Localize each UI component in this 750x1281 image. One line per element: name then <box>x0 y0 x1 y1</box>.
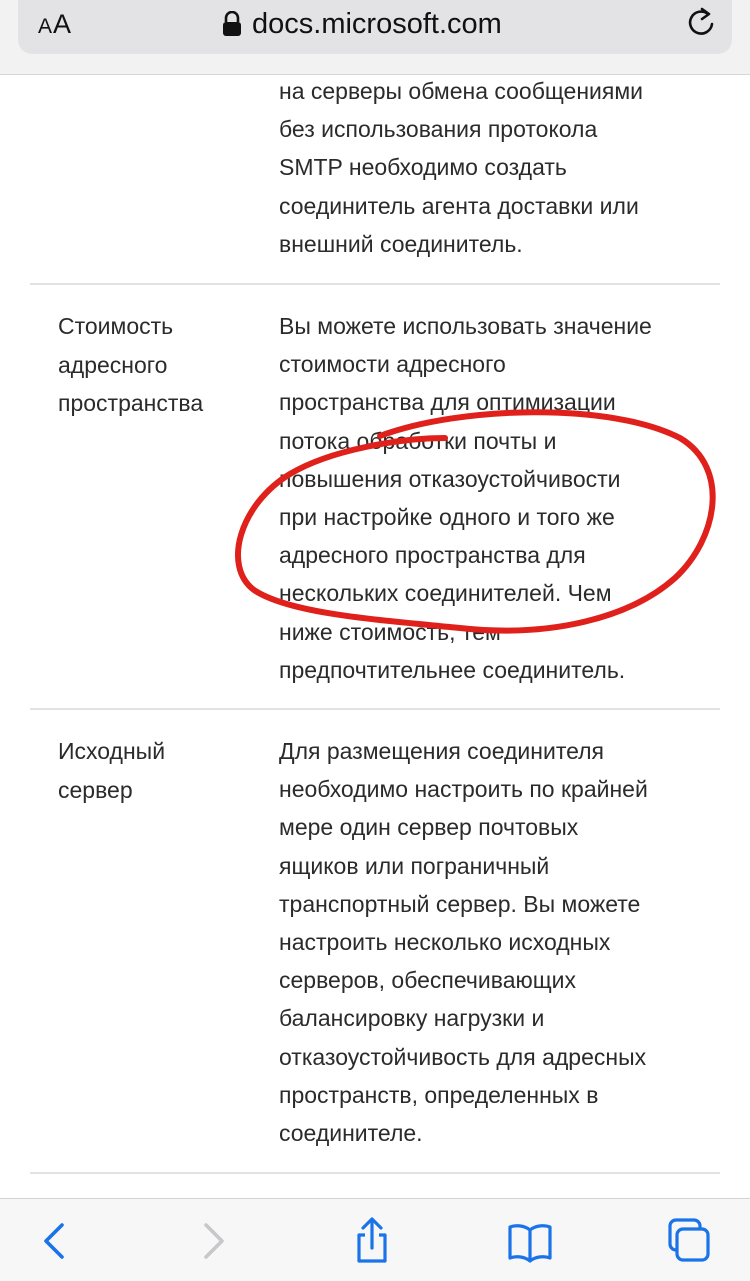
description-line: без использования протокола <box>279 116 598 143</box>
description-line: при настройке одного и того же <box>279 504 615 531</box>
tabs-icon[interactable] <box>664 1217 712 1265</box>
description-line: серверов, обеспечивающих <box>279 967 577 994</box>
description-line: SMTP необходимо создать <box>279 154 567 181</box>
term-line: Стоимость <box>58 313 174 339</box>
bookmarks-icon[interactable] <box>506 1217 554 1265</box>
description-line: Вы можете использовать значение <box>279 313 652 339</box>
description-line: настроить несколько исходных <box>279 929 611 956</box>
description-line: на серверы обмена сообщениями <box>279 78 644 104</box>
description-line: стоимости адресного <box>279 351 506 378</box>
term-line: адресного <box>58 351 168 378</box>
reload-icon[interactable] <box>686 6 718 40</box>
browser-address-bar <box>0 0 750 75</box>
description-line: Для размещения соединителя <box>279 738 604 764</box>
forward-icon[interactable] <box>190 1217 238 1265</box>
text-size-large-letter: A <box>53 9 73 39</box>
description-line: внешний соединитель. <box>279 230 523 257</box>
table-row-description-source-server <box>279 732 709 1152</box>
table-row-continued-description <box>279 72 709 263</box>
description-line: нескольких соединителей. Чем <box>279 580 612 607</box>
share-icon[interactable] <box>348 1217 396 1265</box>
url-display[interactable] <box>222 4 502 44</box>
table-row-description-address-space-cost <box>279 307 709 689</box>
term-line: Исходный <box>58 738 166 764</box>
lock-icon <box>222 11 242 37</box>
description-line: соединителе. <box>279 1120 423 1147</box>
description-line: пространства для оптимизации <box>279 389 616 416</box>
description-line: ящиков или пограничный <box>279 852 550 879</box>
description-line: необходимо настроить по крайней <box>279 776 648 803</box>
row-divider <box>30 283 720 285</box>
description-line: соединитель агента доставки или <box>279 192 639 219</box>
table-row-term-address-space-cost <box>58 307 248 423</box>
term-line: пространства <box>58 390 204 416</box>
description-line: транспортный сервер. Вы можете <box>279 890 641 917</box>
description-line: балансировку нагрузки и <box>279 1005 545 1032</box>
description-line: мере один сервер почтовых <box>279 814 579 841</box>
browser-toolbar <box>0 1198 750 1281</box>
url-text: docs.microsoft.com <box>252 8 502 40</box>
term-line: сервер <box>58 776 133 803</box>
text-size-small-letter: A <box>38 15 54 38</box>
description-line: повышения отказоустойчивости <box>279 465 621 492</box>
row-divider <box>30 708 720 710</box>
row-divider <box>30 1172 720 1174</box>
description-line: отказоустойчивость для адресных <box>279 1043 647 1070</box>
description-line: пространств, определенных в <box>279 1081 599 1108</box>
table-row-term-source-server <box>58 732 248 809</box>
description-line: предпочтительнее соединитель. <box>279 656 626 683</box>
back-icon[interactable] <box>32 1217 80 1265</box>
description-line: ниже стоимость, тем <box>279 618 501 645</box>
description-line: адресного пространства для <box>279 542 586 569</box>
text-size-button[interactable] <box>38 6 72 42</box>
description-line: потока обработки почты и <box>279 427 557 454</box>
